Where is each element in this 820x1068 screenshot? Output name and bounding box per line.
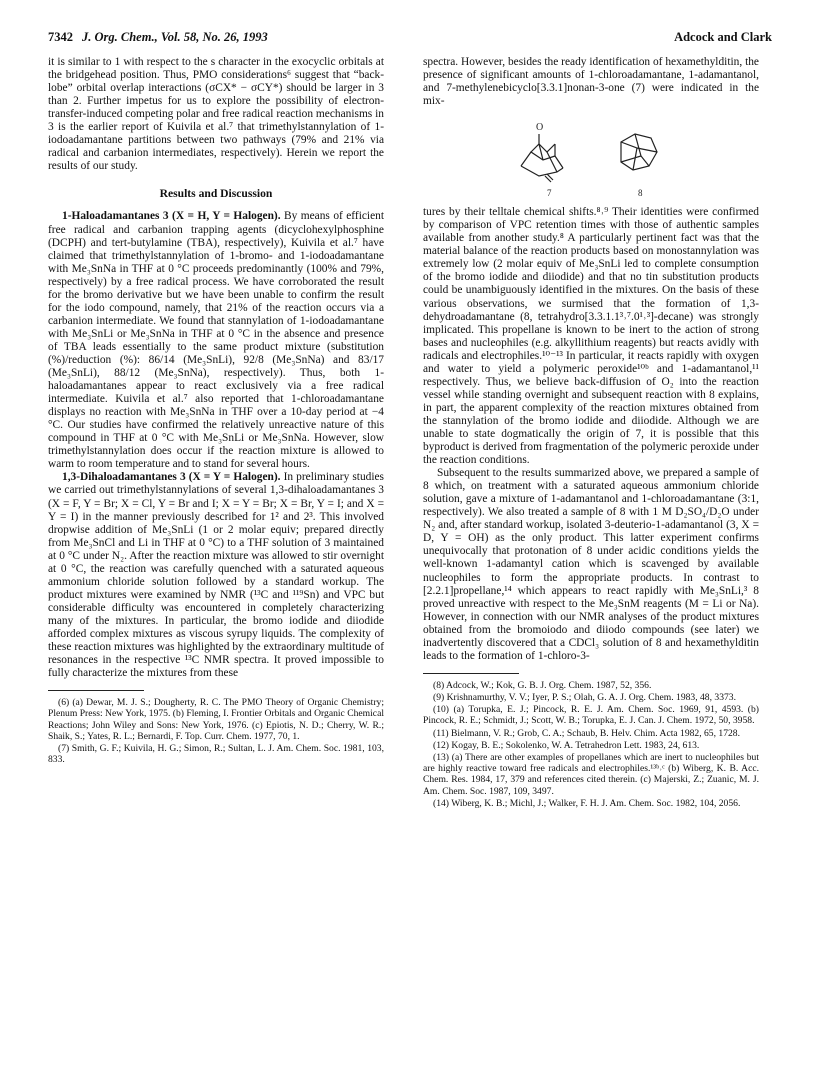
spectra-paragraph: spectra. However, besides the ready identification of hexamethylditin, the presence of significant amounts of 1-chloroadamantane, 1-adamantanol, and 7-methylenebicyclo[3.3.1]nonan-3-one (7) were indicated in the mix-	[423, 56, 759, 108]
structures-figure	[423, 116, 759, 200]
footnote: (7) Smith, G. F.; Kuivila, H. G.; Simon, R.; Sultan, L. J. Am. Chem. Soc. 1981, 103, 833.	[48, 742, 384, 766]
intro-paragraph: it is similar to 1 with respect to the s character in the exocyclic orbitals at the bridgehead position. Thus, PMO considerations⁶ suggest that “back-lobe” orbital overlap interactions (σCX* − σCY*) should be larger in 3 than 2. Further impetus for us to explore the possibility of electron-transfer-induced competing polar and free radical reaction mechanisms in 3 is the earlier report of Kuivila et al.⁷ that trimethylstannylation of 1-iodoadamantane partitions between two pathways (79% and 21% via radical and carbanion intermediates, respectively). Herein we report the results of our study.	[48, 56, 384, 173]
compound-8-structure	[621, 134, 657, 170]
footnotes-left	[48, 697, 384, 765]
left-column	[48, 56, 384, 766]
footnote: (9) Krishnamurthy, V. V.; Iyer, P. S.; Olah, G. A. J. Org. Chem. 1983, 48, 3373.	[433, 692, 736, 704]
compound-7-oxygen-label: O	[536, 122, 544, 134]
footnote: (8) Adcock, W.; Kok, G. B. J. Org. Chem. 1987, 52, 356.	[433, 679, 652, 691]
footnote: (6) (a) Dewar, M. J. S.; Dougherty, R. C. The PMO Theory of Organic Chemistry; Plenum Press: New York, 1975. (b) Fleming, I. Frontier Orbitals and Organic Chemical Reactions; John Wiley and Sons: New York, 1976. (c) Epiotis, N. D.; Cherry, W. R.; Shaik, S.; Yates, R. L.; Bernardi, F. Top. Curr. Chem. 1977, 70, 1.	[48, 697, 384, 742]
identification-paragraph: tures by their telltale chemical shifts.⁸˒⁹ Their identities were confirmed by comparison of VPC retention times with those of authentic samples available from another study.⁸ A particularly pertinent fact was that the material balance of the reaction products based on monostannylation was extremely low (2 molar equiv of Me₃SnLi led to complete consumption of the bromo iodide and diiodide) and that no tin substitution products could be unambiguously identified in the mixtures. On the basis of these various observations, we surmised that the formation of 1,3-dehydroadamantane (8, tetrahydro[3.3.1.1³˒⁷.0¹˒³]-decane) was strongly implicated. This propellane is known to be inert to the action of strong bases and nucleophiles (e.g. alkyllithium reagents) but reacts avidly with radicals and electrophiles.¹⁰⁻¹³ In particular, it reacts rapidly with oxygen and water to yield a polymeric peroxide¹⁰ᵇ and 1-adamantanol,¹¹ respectively. Thus, we believe back-diffusion of O₂ into the reaction vessel while standing overnight and subsequent reaction with 8 explains, in part, the apparent complexity of the reaction mixtures obtained from the stannylation of the bromo iodide and diiodide. Although we are unable to state dogmatically the origin of 7, it is possible that this byproduct is derived from fragmentation of the polymeric peroxide under the reaction conditions.	[423, 206, 759, 467]
section-heading: Results and Discussion	[159, 187, 273, 201]
haloadamantanes-heading: 1-Haloadamantanes 3 (X = H, Y = Halogen).	[62, 210, 281, 223]
dihaloadamantanes-body: In preliminary studies we carried out trimethylstannylations of several 1,3-dihaloadamantanes 3 (X = F, Y = Br; X = Cl, Y = Br and I; X = Y = Br; X = Br, Y = I; and X = Y = I) in the manner previously described for 1² and 2³. This involved dropwise addition of Me₃SnLi (1 or 2 molar equiv; prepared directly from Me₃SnCl and Li in THF at 0 °C) to a THF solution of 3 maintained at 0 °C under N₂. After the reaction mixture was allowed to stir overnight at 0 °C, the reaction was carefully quenched with a saturated aqueous ammonium chloride solution followed by a standard workup. The product mixtures were examined by NMR (¹³C and ¹¹⁹Sn) and VPC but considerable difficulty was encountered in completely characterizing many of the mixtures. In particular, the bromo iodide and diiodide afforded complex mixtures as viscous syrupy liquids. The complexity of these reaction mixtures was highlighted by the extraordinary multitude of resonances in the respective ¹³C NMR spectra. It proved impossible to fully characterize the mixtures from these	[48, 471, 384, 680]
propellane-paragraph: Subsequent to the results summarized above, we prepared a sample of 8 which, on treatment with a saturated aqueous ammonium chloride solution, gave a mixture of 1-adamantanol and 1-chloroadamantane (3:1, respectively). We also treated a sample of 8 with 1 M D₂SO₄/D₂O under N₂ and, after standard workup, isolated 3-deuterio-1-adamantanol (3, X = D, Y = OH) as the only product. This latter experiment confirms unequivocally that protonation of 8 under acidic conditions yields the well-known 1-adamantyl cation which is scavenged by available nucleophiles to form the appropriate products. In contrast to [2.2.1]propellane,¹⁴ which appears to react rapidly with Me₃SnLi,³ 8 proved unreactive with respect to the Me₃SnM reagents (M = Li or Na). However, in connection with our NMR analyses of the product mixtures obtained from the bromoiodo and diiodo compounds (see later) we inadvertently discovered that a CDCl₃ solution of 8 and hexamethylditin leads to the formation of 1-chloro-3-	[423, 467, 759, 662]
page-number: 7342	[48, 30, 73, 44]
running-authors: Adcock and Clark	[674, 30, 772, 44]
right-column	[423, 56, 759, 810]
footnote-rule	[48, 690, 144, 691]
footnote: (13) (a) There are other examples of propellanes which are inert to nucleophiles but are highly reactive toward free radicals and electrophiles.¹³ᵇ˒ᶜ (b) Wiberg, K. B. Acc. Chem. Res. 1984, 17, 379 and references cited therein. (c) Majerski, Z.; Zuanic, M. J. Am. Chem. Soc. 1987, 109, 3497.	[423, 752, 759, 797]
dihaloadamantanes-paragraph	[48, 471, 384, 680]
dihaloadamantanes-heading: 1,3-Dihaloadamantanes 3 (X = Y = Halogen).	[62, 471, 281, 484]
footnotes-right	[423, 680, 759, 809]
structure-drawings	[423, 116, 759, 200]
haloadamantanes-paragraph	[48, 210, 384, 471]
journal-citation: J. Org. Chem., Vol. 58, No. 26, 1993	[82, 30, 268, 44]
footnote: (12) Kogay, B. E.; Sokolenko, W. A. Tetrahedron Lett. 1983, 24, 613.	[433, 739, 700, 751]
footnote: (14) Wiberg, K. B.; Michl, J.; Walker, F. H. J. Am. Chem. Soc. 1982, 104, 2056.	[433, 797, 741, 809]
haloadamantanes-body: By means of efficient free radical and carbanion trapping agents (dicyclohexylphosphine (DCPH) and tert-butylamine (TBA), respectively), Kuivila et al.⁷ have claimed that trimethylstannylation of 1-bromo- and 1-iodoadamantane with Me₃SnNa in THF at 0 °C proceeds predominantly (100% and 79%, respectively) by a free radical process. We have corroborated the result for the bromo derivative but we have been unable to confirm the result for the iodo compound, namely, that 21% of the reaction occurs via a carbanion intermediate. We found that stannylation of 1-iodoadamantane with Me₃SnLi or Me₃SnNa in THF at 0 °C in the absence and presence of TBA leads essentially to the same product mixture (substitution (%)/reduction (%): 86/14 (Me₃SnLi), 92/8 (Me₃SnNa) and 83/17 (Me₃SnLi), 88/12 (Me₃SnNa), respectively). Thus, both 1-haloadamantanes appear to react exclusively via a free radical intermediate. Kuivila et al.⁷ also reported that 1-chloroadamantane displays no reaction with Me₃SnNa in THF over a 10-day period at −4 °C. Our studies have confirmed the relatively unreactive nature of this compound in THF at 0 °C with Me₃SnLi or Me₃SnNa. However, slow trimethylstannylation does occur if the reaction mixture is allowed to warm to room temperature and to stand for several hours.	[48, 210, 384, 471]
footnote-rule	[423, 673, 519, 674]
footnote: (10) (a) Torupka, E. J.; Pincock, R. E. J. Am. Chem. Soc. 1969, 91, 4593. (b) Pincock, R. E.; Schmidt, J.; Scott, W. B.; Torupka, E. J. Can. J. Chem. 1972, 50, 3958.	[423, 704, 759, 727]
footnote: (11) Bielmann, V. R.; Grob, C. A.; Schaub, B. Helv. Chim. Acta 1982, 65, 1728.	[433, 727, 740, 739]
running-header	[48, 30, 772, 48]
compound-7-label: 7	[547, 188, 552, 199]
compound-7-structure	[521, 134, 563, 182]
compound-8-label: 8	[638, 188, 643, 199]
